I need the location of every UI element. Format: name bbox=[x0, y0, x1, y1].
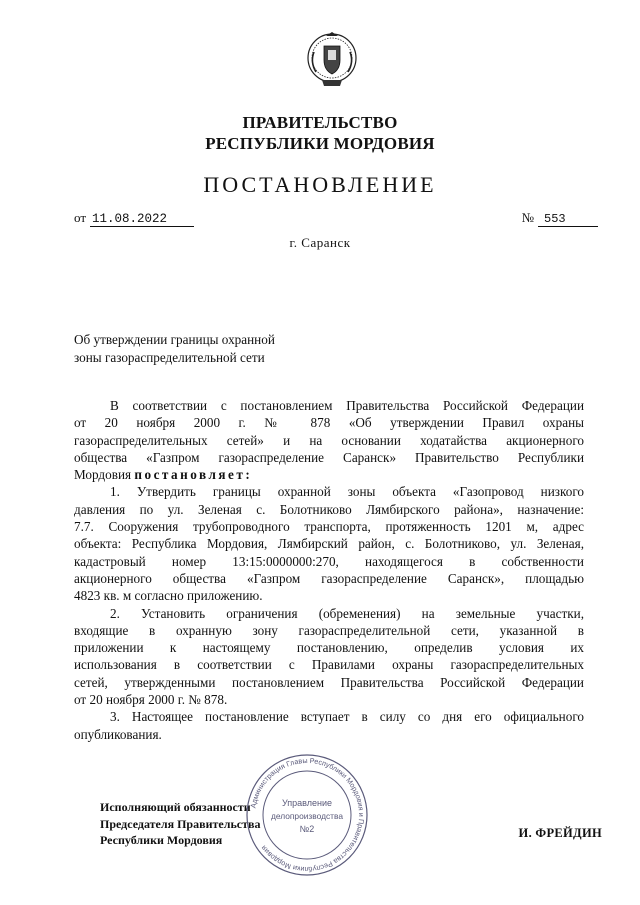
coat-of-arms-icon bbox=[306, 30, 358, 88]
body-line: В соответствии с постановлением Правительства Российской Федерации bbox=[110, 398, 584, 413]
body-line bbox=[74, 466, 584, 483]
item-2-line: использования в соответствии с Правилами охраны газораспределительных bbox=[74, 657, 584, 673]
date-number-row bbox=[74, 210, 598, 228]
date-prefix: от bbox=[74, 210, 87, 225]
republic-title: РЕСПУБЛИКИ МОРДОВИЯ bbox=[205, 134, 435, 153]
official-stamp bbox=[244, 752, 370, 878]
position-line: Республики Мордовия bbox=[100, 833, 223, 847]
item-1-line: давления по ул. Зеленая с. Болотниково Лямбирского района», назначение: bbox=[74, 501, 584, 517]
republic-word: Мордовия bbox=[74, 467, 132, 483]
item-1-line: 1. Утвердить границы охранной зоны объекта «Газопровод низкого bbox=[110, 484, 584, 500]
position-line: Председателя Правительства bbox=[100, 816, 261, 831]
body-line: общества «Газпром газораспределение Саранск» Правительство Республики bbox=[74, 449, 584, 465]
subject-line: Об утверждении границы охранной bbox=[74, 332, 275, 347]
subject-line: зоны газораспределительной сети bbox=[74, 350, 265, 365]
body-line: от 20 ноября 2000 г. № 878 «Об утверждении Правил охраны bbox=[74, 415, 584, 431]
item-2-line: входящие в охранную зону газораспределительной сети, указанной в bbox=[74, 622, 584, 638]
resolves-word: постановляет: bbox=[134, 467, 253, 483]
item-3-line: опубликования. bbox=[74, 726, 162, 742]
stamp-inner-line: Управление bbox=[281, 798, 333, 808]
item-2-line: сетей, утвержденными постановлением Правительства Российской Федерации bbox=[74, 674, 584, 690]
city: г. Саранск bbox=[289, 235, 351, 250]
item-1-line: 7.7. Сооружения трубопроводного транспорта, протяженность 1201 м, адрес bbox=[74, 519, 584, 535]
body-line: газораспределительных сетей» и на основании ходатайства акционерного bbox=[74, 432, 584, 448]
date-value: 11.08.2022 bbox=[90, 212, 194, 227]
document-number bbox=[522, 210, 598, 227]
item-1-line: 4823 кв. м согласно приложению. bbox=[74, 588, 263, 604]
document-date bbox=[74, 210, 194, 227]
number-prefix: № bbox=[521, 210, 534, 225]
government-title: ПРАВИТЕЛЬСТВО bbox=[242, 113, 398, 132]
item-1-line: акционерного общества «Газпром газораспределение Саранск», площадью bbox=[74, 570, 584, 586]
item-2-line: от 20 ноября 2000 г. № 878. bbox=[74, 692, 228, 708]
item-2-line: 2. Установить ограничения (обременения) на земельные участки, bbox=[110, 605, 584, 621]
document-body bbox=[74, 397, 584, 743]
item-1-line: кадастровый номер 13:15:0000000:270, находящегося в собственности bbox=[74, 553, 584, 569]
position-line: Исполняющий обязанности bbox=[100, 800, 251, 814]
stamp-outer-text: Администрация Главы Республики Мордовия и Правительства Республики Мордовия bbox=[248, 755, 367, 875]
document-subject bbox=[74, 331, 334, 367]
item-1-line: объекта: Республика Мордовия, Лямбирский район, с. Болотниково, ул. Зеленая, bbox=[74, 536, 584, 552]
stamp-inner-line: делопроизводства bbox=[270, 811, 344, 821]
item-3-line: 3. Настоящее постановление вступает в силу со дня его официального bbox=[110, 709, 584, 725]
number-value: 553 bbox=[538, 212, 598, 227]
signatory-name: И. ФРЕЙДИН bbox=[518, 826, 602, 840]
signatory-position bbox=[100, 799, 261, 849]
item-2-line: приложении к настоящему постановлению, определив условия их bbox=[74, 640, 584, 656]
document-type: ПОСТАНОВЛЕНИЕ bbox=[203, 172, 437, 197]
stamp-inner-line: №2 bbox=[299, 824, 315, 834]
